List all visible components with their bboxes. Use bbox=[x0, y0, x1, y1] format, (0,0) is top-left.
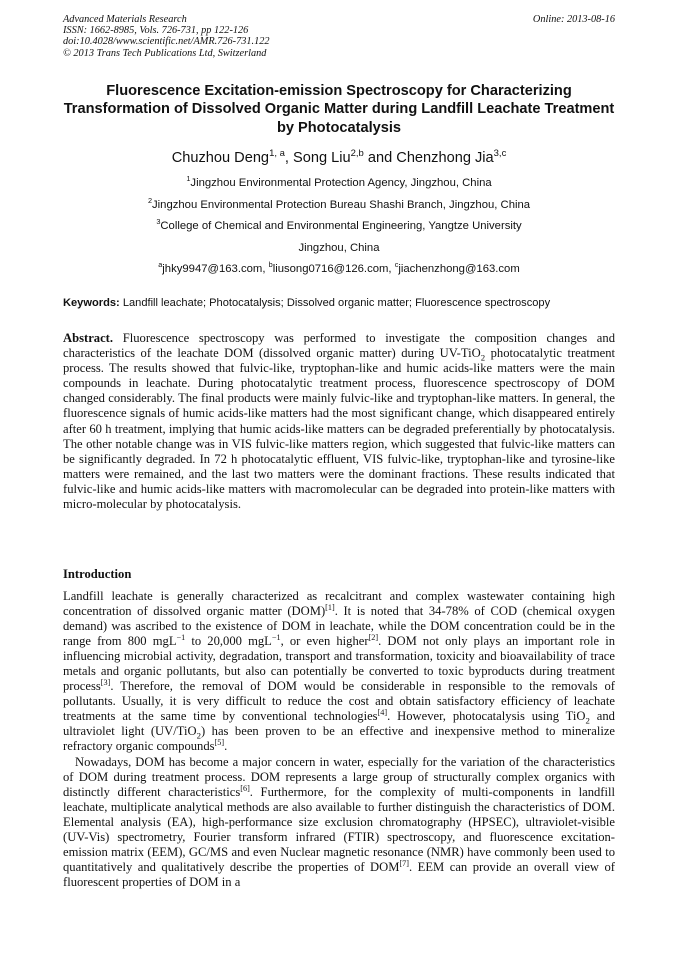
paper-title: Fluorescence Excitation-emission Spectroscopy for Characterizing Transformation of Dissolved Organic Matter during Landfill Leachate Treatment by Photocatalysis bbox=[63, 83, 615, 136]
author-superscript: 1, a bbox=[269, 148, 285, 160]
keywords-line bbox=[63, 296, 623, 310]
issn-line: ISSN: 1662-8985, Vols. 726-731, pp 122-126 bbox=[63, 25, 249, 37]
author-superscript: 2,b bbox=[350, 148, 364, 160]
paragraph: Landfill leachate is generally characterized as recalcitrant and complex wastewater containing high concentration of dissolved organic matter (DOM)[1]. It is noted that 34-78% of COD (chemical oxygen demand) was ascribed to the existence of DOM in leachate, while the DOM concentration could be in the range from 800 mgL$^{-1}$ to 20,000 mgL$^{-1}$, or even higher[2]. DOM not only plays an important role in influencing microbial activity, degradation, transport and transformation, toxicity and bioavailability of trace metals and organic pollutants, but also can potentially be converted to toxic byproducts during treatment process[3]. Therefore, the removal of DOM would be considerable in responsible to the removals of pollutants. Usually, it is very difficult to reduce the cost and obtain satisfactory efficiency of leachate treatments at the same time by conventional technologies[4]. However, photocatalysis using TiO$_2$ and ultraviolet light (UV/TiO$_2$) has been proven to be an effective and inexpensive method to mineralize refractory organic compounds[5]. bbox=[63, 589, 615, 754]
author-name: Chenzhong Jia bbox=[396, 150, 494, 166]
affiliation-text: Jingzhou, China bbox=[298, 242, 380, 254]
email-list: $^a$jhky9947@163.com, $^b$liusong0716@126.com, $^c$jiachenzhong@163.com bbox=[158, 260, 520, 275]
email-address: jhky9947@163.com bbox=[162, 263, 263, 275]
copyright-line: © 2013 Trans Tech Publications Ltd, Switzerland bbox=[63, 47, 267, 59]
citation: [5] bbox=[214, 738, 225, 748]
citation: [1] bbox=[325, 602, 335, 612]
online-date: Online: 2013-08-16 bbox=[532, 14, 615, 25]
author-separator: , bbox=[284, 150, 293, 166]
author-separator: and bbox=[363, 150, 397, 166]
doi-line: doi:10.4028/www.scientific.net/AMR.726-731.122 bbox=[63, 36, 270, 48]
affiliation-number: 1 bbox=[186, 174, 191, 184]
abstract-paragraph: Abstract. Fluorescence spectroscopy was performed to investigate the composition changes and characteristics of the leachate DOM (dissolved organic matter) during UV-TiO$_2$ photocatalytic treatment process. The results showed that fulvic-like, tryptophan-like and humic acids-like matters were the main compounds in leachate. During photocatalytic treatment process, fluorescence spectroscopy of DOM changed considerably. The final products were mainly fulvic-like and tryptophan-like matters. In general, the fluorescence signals of humic acids-like matters had the most significant change, which disappeared entirely after 60 h treatment, implying that humic acids-like matters can be degraded preferentially by photocatalysis. The other notable change was in VIS fulvic-like matters region, which suggested that fulvic-like matters can be significantly degraded. In 72 h photocatalytic effluent, VIS fulvic-like, tryptophan-like and tyrosine-like matters were remained, and the last two matters were the dominant fractions. These results indicated that fulvic-like and humic acids-like matters with macromolecular can be degraded into protein-like matters with micro-molecular by photocatalysis. bbox=[63, 331, 616, 512]
affiliation-1 bbox=[63, 176, 615, 190]
affiliation-text: College of Chemical and Environmental Engineering, Yangtze University bbox=[160, 220, 522, 232]
affiliation-2 bbox=[63, 198, 615, 212]
citation: [7] bbox=[399, 858, 409, 868]
citation: [6] bbox=[240, 783, 250, 793]
citation: [2] bbox=[368, 632, 379, 642]
author-list bbox=[63, 149, 615, 167]
abstract-label: Abstract. bbox=[63, 331, 114, 345]
affiliation-text: Jingzhou Environmental Protection Agency, Jingzhou, China bbox=[190, 177, 492, 189]
journal-name: Advanced Materials Research bbox=[63, 14, 187, 25]
paragraph: Nowadays, DOM has become a major concern in water, especially for the variation of the characteristics of DOM during treatment process. DOM represents a large group of structurally complex organics with distinctly different characteristics[6]. Furthermore, for the complexity of multi-components in landfill leachate, multiplicate analytical methods are also available to further distinguish the characteristics of DOM. Elemental analysis (EA), high-performance size exclusion chromatography (HPSEC), ultraviolet-visible (UV-Vis) spectrometry, Fourier transform infrared (FTIR) spectroscopy, and fluorescence excitation-emission matrix (EEM), GC/MS and even Nuclear magnetic resonance (NMR) have commonly been used to quantitatively and qualitatively describe the properties of DOM[7]. EEM can provide an overall view of fluorescent properties of DOM in a bbox=[63, 754, 615, 889]
affiliation-text: Jingzhou Environmental Protection Bureau Shashi Branch, Jingzhou, China bbox=[152, 199, 531, 211]
journal-header bbox=[63, 14, 615, 59]
citation: [3] bbox=[100, 678, 111, 688]
email-superscript: c bbox=[394, 260, 399, 270]
affiliation-number: 3 bbox=[156, 217, 161, 227]
email-address: jiachenzhong@163.com bbox=[398, 263, 520, 275]
email-address: liusong0716@126.com bbox=[272, 263, 389, 275]
email-superscript: a bbox=[158, 260, 163, 270]
affiliation-3 bbox=[63, 219, 615, 233]
author-name: Song Liu bbox=[293, 150, 351, 166]
author-name: Chuzhou Deng bbox=[171, 150, 270, 166]
citation: [4] bbox=[377, 708, 388, 718]
keywords-label: Keywords: bbox=[63, 297, 120, 309]
section-heading-introduction: Introduction bbox=[63, 567, 132, 581]
keywords-text: Landfill leachate; Photocatalysis; Dissolved organic matter; Fluorescence spectroscopy bbox=[122, 297, 551, 309]
introduction-body bbox=[63, 589, 615, 890]
author-superscript: 3,c bbox=[493, 148, 507, 160]
affiliation-number: 2 bbox=[147, 196, 153, 206]
email-superscript: b bbox=[268, 260, 273, 270]
affiliation-3-continued bbox=[63, 241, 615, 255]
